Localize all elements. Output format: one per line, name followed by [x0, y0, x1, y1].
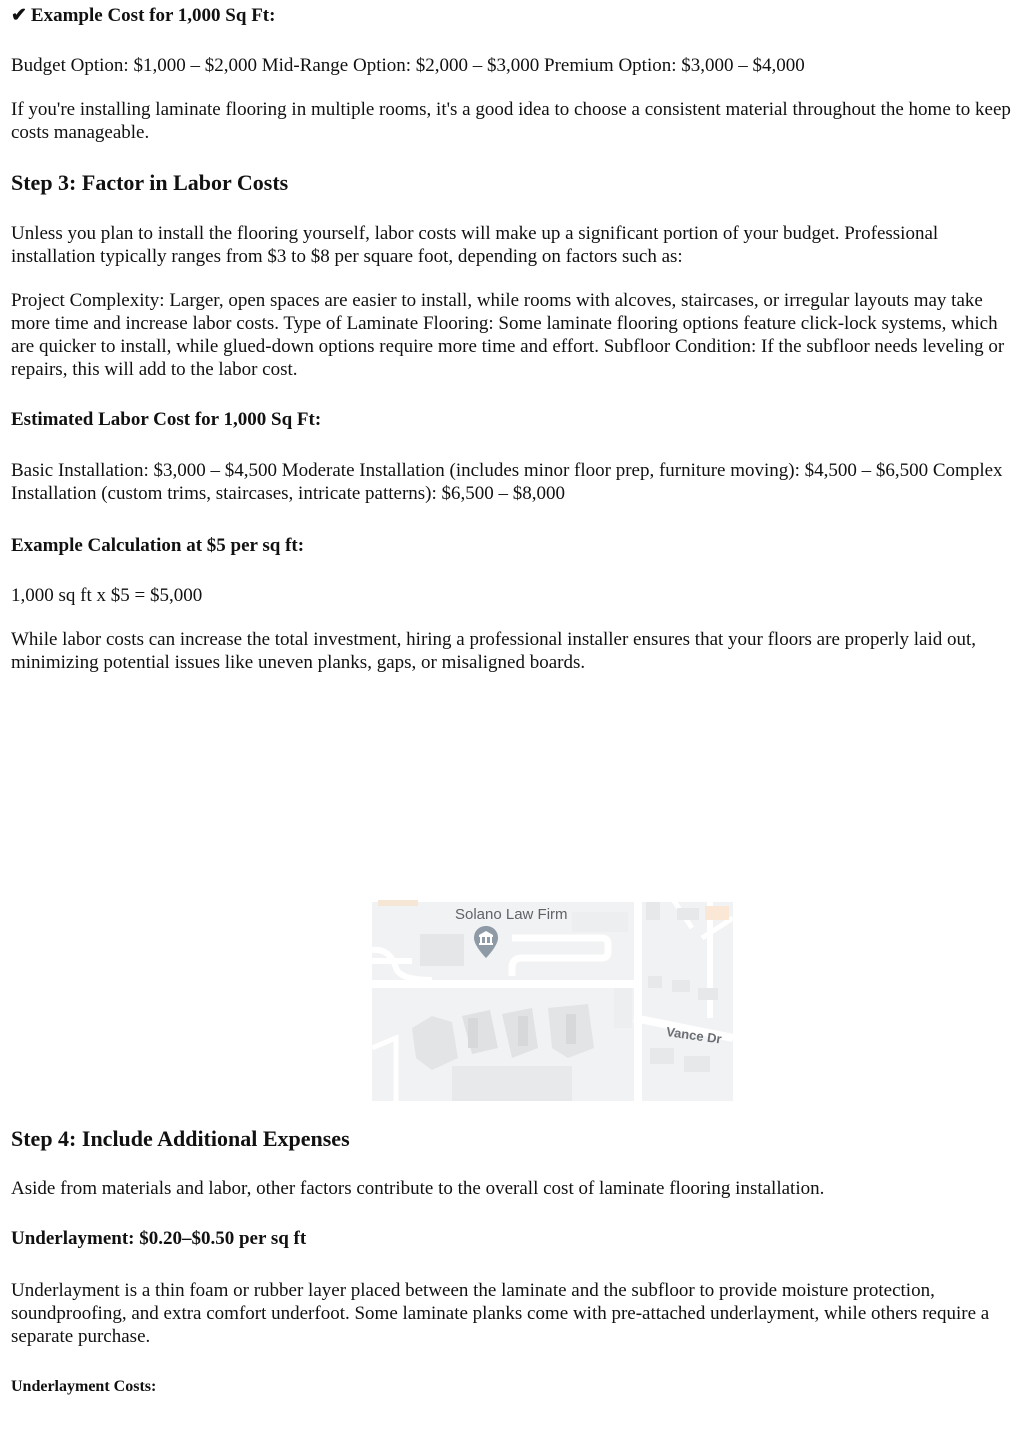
labor-cost-heading: Estimated Labor Cost for 1,000 Sq Ft: [11, 409, 322, 430]
step3-heading: Step 3: Factor in Labor Costs [11, 170, 289, 195]
example-cost-heading-text: Example Cost for 1,000 Sq Ft: [30, 5, 276, 26]
underlayment-costs-heading: Underlayment Costs: [11, 1378, 157, 1395]
step4-intro: Aside from materials and labor, other factors contribute to the overall cost of laminate flooring installation. [11, 1178, 825, 1199]
consistent-material-note: If you're installing laminate flooring in multiple rooms, it's a good idea to choose a consistent material throughout the home to keep costs manageable. [11, 99, 1011, 143]
underlayment-text: Underlayment is a thin foam or rubber layer placed between the laminate and the subfloor to provide moisture protection, soundproofing, and extra comfort underfoot. Some laminate planks come with pre-attached underlayment, while others require a separate purchase. [11, 1280, 990, 1347]
example-cost-heading [11, 4, 275, 27]
calculation-text: 1,000 sq ft x $5 = $5,000 [11, 585, 203, 606]
cost-options-text: Budget Option: $1,000 – $2,000 Mid-Range Option: $2,000 – $3,000 Premium Option: $3,000 – $4,000 [11, 55, 805, 76]
step3-factors: Project Complexity: Larger, open spaces are easier to install, while rooms with alcoves, staircases, or irregular layouts may take more time and increase labor costs. Type of Laminate Flooring: Some laminate flooring options feature click-lock systems, which are quicker to install, while glued-down options require more time and effort. Subfloor Condition: If the subfloor needs leveling or repairs, this will add to the labor cost. [11, 290, 1005, 380]
street-label: Vance Dr [665, 1023, 723, 1047]
step3-intro: Unless you plan to install the flooring yourself, labor costs will make up a significant portion of your budget. Professional installation typically ranges from $3 to $8 per square foot, depending on factors such as: [11, 223, 939, 267]
calculation-heading: Example Calculation at $5 per sq ft: [11, 535, 305, 556]
embedded-map[interactable] [372, 898, 733, 1101]
underlayment-heading: Underlayment: $0.20–$0.50 per sq ft [11, 1228, 307, 1249]
map-canvas [372, 898, 733, 1101]
step3-closing: While labor costs can increase the total investment, hiring a professional installer ensures that your floors are properly laid out, minimizing potential issues like uneven planks, gaps, or misaligned boards. [11, 629, 977, 673]
poi-label[interactable]: Solano Law Firm [455, 906, 568, 923]
step4-heading: Step 4: Include Additional Expenses [11, 1126, 350, 1151]
checkmark-icon: ✔ [11, 5, 27, 26]
labor-cost-text: Basic Installation: $3,000 – $4,500 Moderate Installation (includes minor floor prep, furniture moving): $4,500 – $6,500 Complex Installation (custom trims, staircases, intricate patterns): $6,500 – $8,000 [11, 460, 1003, 504]
courthouse-pin-icon[interactable] [474, 926, 498, 958]
